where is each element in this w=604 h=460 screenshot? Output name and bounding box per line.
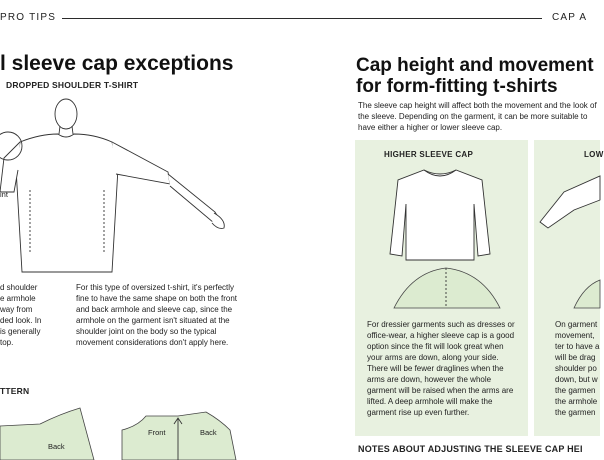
right-page-title: Cap height and movement for form-fitting t-shirts [356,55,594,97]
lower-sleeve-cap-pattern [534,272,600,312]
higher-sleeve-cap-text: For dressier garments such as dresses or office-wear, a higher sleeve cap is a good option since the fit will look great when your arms are down, along your side. There will be fewer draglines when the arms are down, however the whole garment will be raised when the arms are lifted. A deep armhole will make the garment rise up even further. [367,320,515,417]
notes-heading: NOTES ABOUT ADJUSTING THE SLEEVE CAP HEI [358,444,583,454]
section-label-left: PRO TIPS [0,12,62,23]
callout-label-fragment: int [0,190,8,199]
left-text-column-1: d shoulder e armhole way from ded look. In is generally top. [0,283,42,347]
dropped-shoulder-tshirt-illustration [0,92,230,272]
lower-sleeve-cap-title: LOW [584,150,604,159]
right-page-intro: The sleeve cap height will affect both the movement and the look of the sleeve. Depending on the garment, it can be more suitable to have either a higher or lower sleeve cap. [358,101,597,132]
lower-sleeve-cap-text: On garment movement, ter to have a will be drag shoulder po down, but w the garmen the armhole the garmen [555,320,600,417]
higher-sleeve-cap-pattern [392,266,502,312]
long-sleeve-tshirt-illustration [378,164,508,264]
left-page-title: l sleeve cap exceptions [0,52,234,75]
header-rule [62,18,542,19]
higher-sleeve-cap-title: HIGHER SLEEVE CAP [384,150,474,159]
section-label-right: CAP A [548,12,604,23]
pattern-section-label: TTERN [0,386,30,396]
pattern-label-back-right: Back [200,428,217,437]
pattern-label-front: Front [148,428,166,437]
left-page-subtitle: DROPPED SHOULDER T-SHIRT [6,80,139,90]
raised-arm-tshirt-illustration [534,164,600,234]
left-text-column-2: For this type of oversized t-shirt, it's perfectly fine to have the same shape on both the front and back armhole and sleeve cap, since the armhole on the garment isn't situated at the shoulder joint on the body so the typical movement considerations don't apply here. [76,283,237,347]
pattern-label-back-left: Back [48,442,65,451]
pattern-back-left [0,408,94,460]
